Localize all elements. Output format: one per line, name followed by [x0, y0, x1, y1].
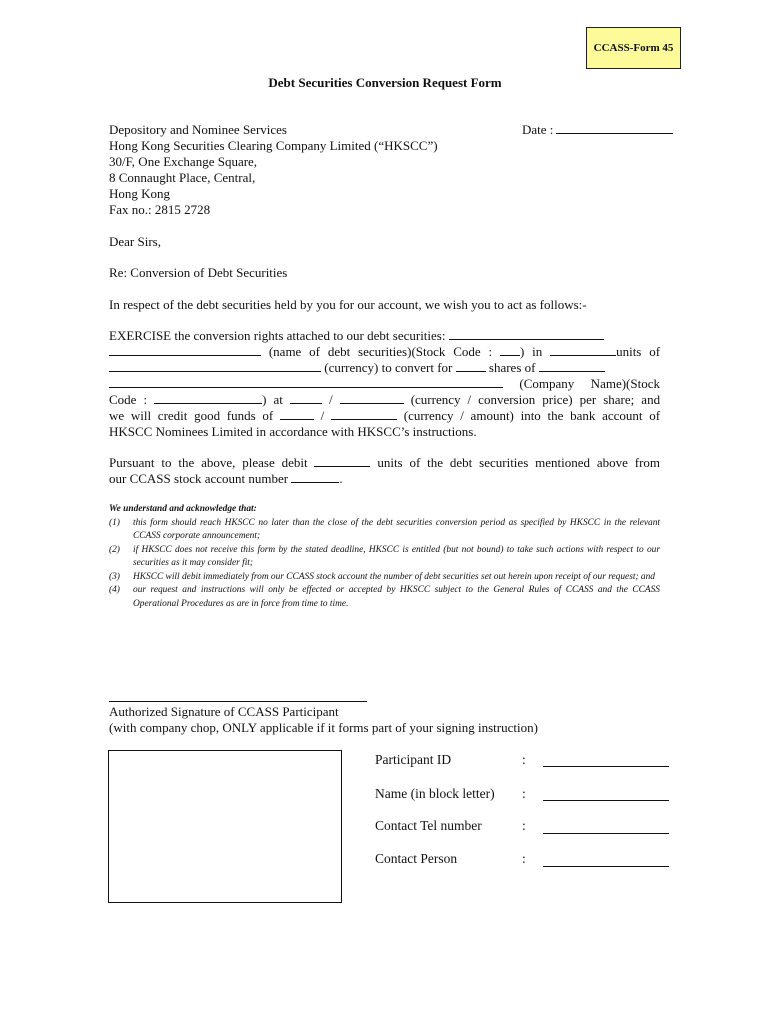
item-text: this form should reach HKSCC no later than the close of the debt securities conversion period as specified by HKSCC in the relevant CCASS corporate announcement;	[133, 517, 660, 541]
field-colon: :	[522, 752, 526, 767]
exercise-line-2	[109, 344, 660, 360]
exercise-line-3	[109, 360, 660, 376]
item-number: (2)	[109, 544, 120, 555]
signature-note: (with company chop, ONLY applicable if it forms part of your signing instruction)	[109, 720, 538, 735]
exercise-line-4	[109, 376, 660, 392]
exercise-text: /	[328, 392, 333, 407]
exercise-paragraph	[109, 328, 660, 440]
stock-code-blank[interactable]	[500, 344, 520, 356]
exercise-text: ) at	[262, 392, 283, 407]
exercise-text: ) in	[519, 344, 543, 359]
exercise-text: shares of	[488, 360, 536, 375]
address-line: Hong Kong	[109, 186, 171, 201]
item-number: (4)	[109, 585, 120, 595]
contact-person-label: Contact Person	[375, 851, 458, 866]
shares-blank[interactable]	[456, 360, 486, 372]
intro-paragraph: In respect of the debt securities held by you for our account, we wish you to act as follows:-	[109, 297, 587, 312]
address-line: Fax no.: 2815 2728	[109, 202, 211, 217]
exercise-text: (name of debt securities)(Stock Code :	[268, 344, 493, 359]
exercise-text: of	[649, 344, 661, 359]
item-text: HKSCC will debit immediately from our CCASS stock account the number of debt securities set out herein upon receipt of our request; and	[133, 571, 655, 582]
field-colon: :	[522, 818, 526, 833]
name-label: Name (in block letter)	[375, 786, 495, 801]
signature-label: Authorized Signature of CCASS Participant	[109, 704, 339, 719]
exercise-text: (currency) to convert for	[324, 360, 453, 375]
item-number: (1)	[109, 517, 120, 528]
exercise-line-1	[109, 328, 660, 344]
funds-currency-blank[interactable]	[280, 408, 314, 420]
signature-line[interactable]	[109, 701, 367, 702]
exercise-line-6	[109, 408, 660, 424]
pursuant-paragraph	[109, 455, 660, 487]
debt-securities-blank[interactable]	[449, 328, 604, 340]
address-line: Hong Kong Securities Clearing Company Limited (“HKSCC”)	[109, 138, 438, 153]
signature-block	[109, 704, 538, 736]
company-stock-code-blank[interactable]	[154, 392, 262, 404]
acknowledgement-item	[109, 584, 660, 611]
address-line: 8 Connaught Place, Central,	[109, 170, 256, 185]
pursuant-text: .	[339, 471, 343, 486]
name-input[interactable]	[543, 785, 669, 801]
form-title: Debt Securities Conversion Request Form	[268, 75, 502, 90]
date-field	[522, 122, 673, 138]
pursuant-line-2	[109, 471, 660, 487]
exercise-text: we will credit good funds of	[109, 408, 274, 423]
address-line: Depository and Nominee Services	[109, 122, 287, 137]
subject-line: Re: Conversion of Debt Securities	[109, 265, 288, 280]
exercise-line-7: HKSCC Nominees Limited in accordance with HKSCC’s instructions.	[109, 424, 477, 439]
recipient-address	[109, 122, 438, 218]
pursuant-text: Pursuant to the above, please debit	[109, 455, 308, 470]
exercise-text: (currency / conversion price) per share; and	[410, 392, 661, 407]
date-input-line[interactable]	[556, 122, 673, 134]
field-colon: :	[522, 851, 526, 866]
item-number: (3)	[109, 571, 120, 582]
price-currency-blank[interactable]	[290, 392, 322, 404]
acknowledgement-item	[109, 544, 660, 571]
date-label: Date :	[522, 122, 554, 137]
units-blank[interactable]	[550, 344, 616, 356]
currency-blank[interactable]	[109, 360, 321, 372]
participant-id-input[interactable]	[543, 751, 669, 767]
acknowledgement-heading: We understand and acknowledge that:	[109, 504, 257, 514]
item-text: if HKSCC does not receive this form by the stated deadline, HKSCC is entitled (but not bound) to take such actions with respect to our securities as it may consider fit;	[133, 544, 660, 568]
company-chop-box[interactable]	[108, 750, 342, 903]
pursuant-line-1	[109, 455, 660, 471]
salutation: Dear Sirs,	[109, 234, 161, 249]
exercise-text: EXERCISE the conversion rights attached to our debt securities:	[109, 328, 446, 343]
debt-securities-name-blank[interactable]	[109, 344, 261, 356]
exercise-text: (Company Name)(Stock	[519, 376, 660, 391]
pursuant-text: our CCASS stock account number	[109, 471, 289, 486]
address-line: 30/F, One Exchange Square,	[109, 154, 258, 169]
exercise-text: units	[616, 344, 642, 359]
contact-tel-input[interactable]	[543, 818, 669, 834]
exercise-text: /	[320, 408, 325, 423]
field-colon: :	[522, 786, 526, 801]
participant-id-label: Participant ID	[375, 752, 452, 767]
debit-units-blank[interactable]	[314, 455, 370, 467]
exercise-line-5	[109, 392, 660, 408]
acknowledgement-item	[109, 517, 660, 544]
exercise-text: (currency / amount) into the bank account of	[403, 408, 661, 423]
pursuant-text: units of the debt securities mentioned above from	[377, 455, 661, 470]
funds-amount-blank[interactable]	[331, 408, 397, 420]
form-number-tag: CCASS-Form 45	[586, 27, 681, 69]
company-name-blank[interactable]	[109, 376, 503, 388]
acknowledgement-item	[109, 571, 660, 585]
contact-tel-label: Contact Tel number	[375, 818, 482, 833]
acknowledgement-section	[109, 503, 660, 611]
conversion-price-blank[interactable]	[340, 392, 404, 404]
stock-account-blank[interactable]	[291, 471, 339, 483]
company-shares-blank[interactable]	[539, 360, 605, 372]
contact-person-input[interactable]	[543, 851, 669, 867]
item-text: our request and instructions will only be effected or accepted by HKSCC subject to the General Rules of CCASS and the CCASS Operational Procedures as are in force from time to time.	[133, 585, 660, 609]
exercise-text: Code :	[109, 392, 148, 407]
